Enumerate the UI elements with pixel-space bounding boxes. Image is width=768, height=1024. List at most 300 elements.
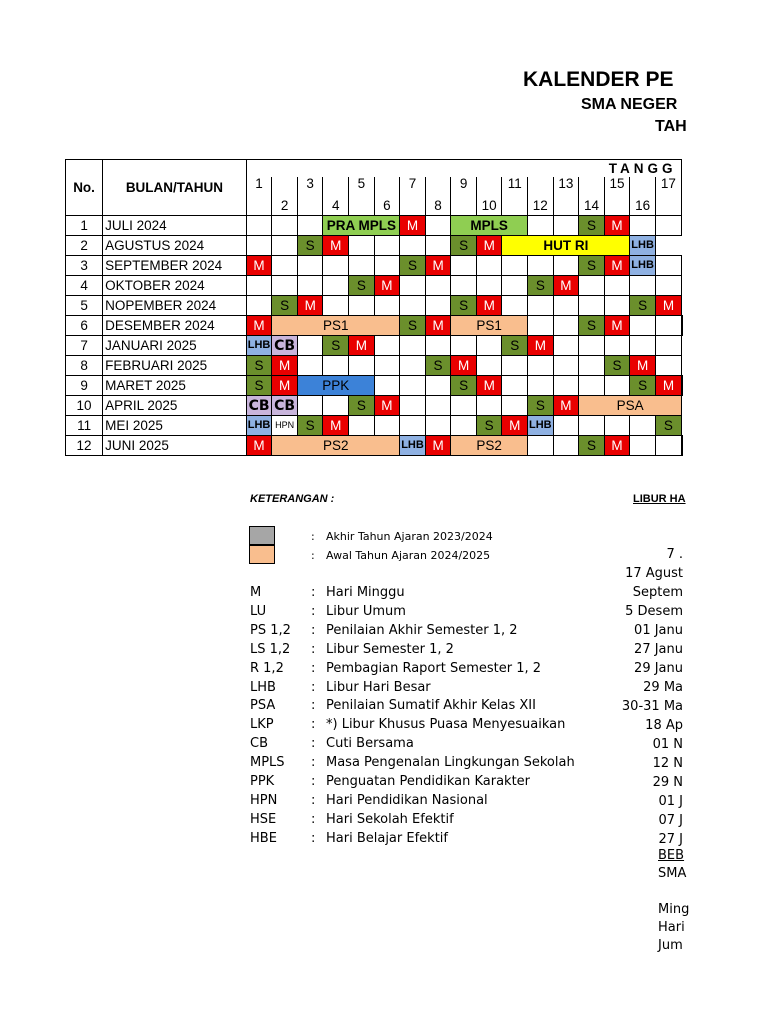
tanggal-header: TANGG [246,160,681,178]
row-number: 2 [66,236,103,256]
legend-colon: : [311,830,316,846]
day-cell [579,416,605,436]
day-cell-s: S [528,396,554,416]
legend-code: R 1,2 [250,660,284,676]
legend-code: LHB [250,679,276,695]
day-cell [476,396,502,416]
day-cell [246,216,272,236]
day-cell [297,336,323,356]
row-number: 12 [66,436,103,456]
day-cell [579,276,605,296]
day-cell-m: M [246,256,272,276]
day-cell [246,236,272,256]
day-cell-m: M [604,216,630,236]
legend-code: HBE [250,830,277,846]
day-cell-cb: CB [272,396,298,416]
legend-desc: Awal Tahun Ajaran 2024/2025 [326,549,491,562]
day-cell [323,356,349,376]
row-number: 8 [66,356,103,376]
day-number: 8 [425,196,451,216]
legend-code: PSA [250,698,276,714]
day-cell [451,276,477,296]
day-cell [349,416,375,436]
legend-desc: Libur Hari Besar [326,679,431,695]
day-cell-m: M [425,436,451,456]
holiday-date: 17 Agust [625,566,683,581]
day-number: 6 [374,196,400,216]
day-cell [553,216,579,236]
table-row [66,436,683,456]
holiday-date: 5 Desem [625,604,683,619]
day-cell [528,296,554,316]
day-cell [400,296,426,316]
day-cell-pra-mpls: PRA MPLS [323,216,400,236]
legend-desc: Hari Pendidikan Nasional [326,792,488,808]
day-cell [400,376,426,396]
table-row [66,376,683,396]
day-cell-hpn: HPN [272,416,298,436]
month-name: JULI 2024 [103,216,247,236]
row-number: 1 [66,216,103,236]
day-cell [630,336,656,356]
table-row [66,316,683,336]
day-cell [502,396,528,416]
day-cell [400,416,426,436]
day-number-spacer [272,177,298,196]
day-number: 13 [553,177,579,196]
day-cell-cb: CB [246,396,272,416]
legend-color-box [249,545,275,564]
day-number: 11 [502,177,528,196]
month-name: DESEMBER 2024 [103,316,247,336]
legend-colon: : [311,679,316,695]
day-cell-m: M [528,336,554,356]
day-number-spacer [579,177,605,196]
day-cell [528,316,554,336]
day-cell [323,396,349,416]
day-cell-s: S [272,296,298,316]
legend-colon: : [311,660,316,676]
day-number-spacer [502,196,528,216]
day-cell [553,436,579,456]
day-cell [630,416,656,436]
day-cell [425,236,451,256]
row-number: 3 [66,256,103,276]
row-number: 7 [66,336,103,356]
day-cell [682,316,683,336]
row-number: 11 [66,416,103,436]
day-number: 14 [579,196,605,216]
day-cell-ps2: PS2 [451,436,528,456]
day-cell-s: S [476,416,502,436]
day-cell-m: M [604,316,630,336]
day-number-spacer [323,177,349,196]
day-cell-lhb: LHB [246,336,272,356]
day-cell [272,256,298,276]
day-cell [630,316,656,336]
day-cell-m: M [323,236,349,256]
day-cell [349,356,375,376]
legend-colon: : [311,603,316,619]
day-cell [553,296,579,316]
day-cell [604,416,630,436]
day-cell-m: M [425,256,451,276]
day-cell [425,216,451,236]
holiday-date: 07 J [658,813,683,828]
holiday-note: SMA [658,866,687,881]
day-number: 15 [604,177,630,196]
day-cell-lhb: LHB [400,436,426,456]
legend-color-box [249,526,275,545]
legend-code: PPK [250,774,275,789]
day-cell-lhb: LHB [246,416,272,436]
legend-code: HSE [250,811,277,827]
table-row [66,216,683,236]
col-month-header: BULAN/TAHUN [103,160,247,216]
day-cell [630,216,656,236]
table-row [66,416,683,436]
day-cell [553,376,579,396]
legend-desc: Libur Umum [326,603,406,619]
day-cell-m: M [476,296,502,316]
calendar-table [65,159,683,456]
day-cell [655,356,681,376]
legend-colon: : [311,811,316,827]
day-number: 7 [400,177,426,196]
month-name: JUNI 2025 [103,436,247,456]
holiday-date: 01 J [658,794,683,809]
holiday-date: Septem [632,585,683,600]
legend-colon: : [311,755,316,771]
day-number: 3 [297,177,323,196]
day-number: 16 [630,196,656,216]
day-number-spacer [553,196,579,216]
legend-colon: : [311,774,316,789]
day-cell [374,376,400,396]
day-cell-s: S [400,256,426,276]
day-number-spacer [604,196,630,216]
day-cell [297,396,323,416]
legend-desc: Penguatan Pendidikan Karakter [326,774,531,789]
legend-code: M [250,585,262,600]
day-cell [374,256,400,276]
legend-desc: Penilaian Akhir Semester 1, 2 [326,622,518,638]
day-number-spacer [655,196,681,216]
row-number: 4 [66,276,103,296]
holiday-date: 01 N [652,737,683,752]
day-cell [604,336,630,356]
day-cell-m: M [374,276,400,296]
legend-desc: Cuti Bersama [326,736,414,752]
day-cell [476,256,502,276]
day-cell [553,416,579,436]
day-cell [272,276,298,296]
day-cell [476,336,502,356]
legend-desc: Hari Sekolah Efektif [326,811,454,827]
day-cell [502,356,528,376]
day-cell [400,356,426,376]
day-cell-s: S [400,316,426,336]
day-cell [502,296,528,316]
day-cell [425,276,451,296]
day-number: 1 [246,177,272,196]
day-cell-psa: PSA [579,396,682,416]
day-cell [400,396,426,416]
day-cell [297,216,323,236]
day-cell [476,356,502,376]
day-number-spacer [630,177,656,196]
legend-colon: : [311,698,316,714]
day-cell-m: M [655,296,681,316]
day-number: 17 [655,177,681,196]
holiday-date: 30-31 Ma [621,699,683,714]
day-cell [451,396,477,416]
day-cell-s: S [579,216,605,236]
day-cell-s: S [528,276,554,296]
day-cell-m: M [323,416,349,436]
legend-colon: : [311,530,315,543]
legend-code: CB [250,736,268,752]
day-cell [425,336,451,356]
day-cell-s: S [655,416,681,436]
holiday-note: Ming [658,902,690,917]
day-cell-m: M [604,256,630,276]
table-row [66,256,683,276]
month-name: SEPTEMBER 2024 [103,256,247,276]
day-cell-m: M [349,336,375,356]
day-cell [476,276,502,296]
day-cell-s: S [246,376,272,396]
day-cell [528,256,554,276]
day-number-spacer [246,196,272,216]
holiday-date: 29 Janu [634,661,683,676]
day-cell-lhb: LHB [630,256,656,276]
holiday-date: 18 Ap [645,718,683,733]
legend-code: PS 1,2 [250,622,291,638]
day-cell-m: M [553,396,579,416]
day-cell [502,256,528,276]
day-cell [528,436,554,456]
day-cell [528,356,554,376]
day-cell [528,376,554,396]
holiday-note: Jum [658,938,683,953]
day-cell-m: M [451,356,477,376]
day-number-spacer [476,177,502,196]
legend-desc: Akhir Tahun Ajaran 2023/2024 [326,530,493,543]
day-cell-m: M [272,356,298,376]
day-cell-m: M [476,236,502,256]
day-cell [553,256,579,276]
day-number: 10 [476,196,502,216]
month-name: APRIL 2025 [103,396,247,416]
day-cell-m: M [272,376,298,396]
day-cell-s: S [297,416,323,436]
legend-colon: : [311,792,316,808]
row-number: 6 [66,316,103,336]
day-cell [425,296,451,316]
day-number: 4 [323,196,349,216]
day-cell [374,296,400,316]
day-cell [553,356,579,376]
day-cell [323,296,349,316]
day-cell [349,256,375,276]
header-row [66,160,683,178]
day-number-spacer [297,196,323,216]
day-cell [400,336,426,356]
day-cell [374,416,400,436]
day-cell-m: M [246,436,272,456]
day-cell-lhb: LHB [528,416,554,436]
month-name: OKTOBER 2024 [103,276,247,296]
day-cell-cb: CB [272,336,298,356]
day-cell [246,296,272,316]
day-cell-m: M [297,296,323,316]
table-row [66,396,683,416]
day-cell-ps1: PS1 [451,316,528,336]
holiday-date: 7 . [666,547,683,562]
day-cell-s: S [579,436,605,456]
day-cell-m: M [630,356,656,376]
holiday-list-title: LIBUR HA [633,493,686,505]
legend-desc: Pembagian Raport Semester 1, 2 [326,660,542,676]
day-cell [655,336,681,356]
school-name: SMA NEGER [581,96,678,113]
day-cell-s: S [349,276,375,296]
day-cell [323,256,349,276]
day-cell-s: S [502,336,528,356]
legend-colon: : [311,622,316,638]
month-name: AGUSTUS 2024 [103,236,247,256]
legend-colon: : [311,736,316,752]
table-row [66,296,683,316]
day-cell [272,236,298,256]
day-cell [579,356,605,376]
legend-desc: Hari Minggu [326,585,405,600]
day-cell [451,416,477,436]
holiday-date: 27 Janu [634,642,683,657]
legend-colon: : [311,549,315,562]
day-cell [604,376,630,396]
day-cell [579,376,605,396]
row-number: 10 [66,396,103,416]
day-cell [604,296,630,316]
day-cell [682,436,683,456]
day-cell [425,376,451,396]
day-cell-s: S [451,236,477,256]
day-cell-m: M [502,416,528,436]
month-name: FEBRUARI 2025 [103,356,247,376]
page-title: KALENDER PE [523,68,674,91]
day-number-spacer [374,177,400,196]
month-name: NOPEMBER 2024 [103,296,247,316]
legend-code: LU [250,603,267,619]
day-cell-ppk: PPK [297,376,374,396]
legend-colon: : [311,641,316,657]
day-cell [272,216,298,236]
legend-code: LS 1,2 [250,641,291,657]
table-row [66,276,683,296]
table-row [66,356,683,376]
holiday-note: Hari [658,920,685,935]
day-cell-ps2: PS2 [272,436,400,456]
legend-desc: *) Libur Khusus Puasa Menyesuaikan [326,717,566,733]
day-cell-s: S [630,296,656,316]
day-cell-m: M [374,396,400,416]
day-cell [246,276,272,296]
legend-title: KETERANGAN : [250,493,335,505]
day-cell [502,276,528,296]
day-cell [655,316,681,336]
day-cell-s: S [451,376,477,396]
holiday-date: 12 N [652,756,683,771]
holiday-date: 29 N [652,775,683,790]
day-cell [323,276,349,296]
day-cell [655,256,681,276]
day-cell-s: S [630,376,656,396]
day-number-spacer [400,196,426,216]
day-cell-m: M [246,316,272,336]
holiday-date: 01 Janu [634,623,683,638]
day-cell-s: S [579,256,605,276]
legend-code: HPN [250,792,278,808]
day-cell [579,296,605,316]
day-cell-mpls: MPLS [451,216,528,236]
day-cell [400,236,426,256]
day-cell-s: S [349,396,375,416]
day-cell-s: S [579,316,605,336]
day-number-spacer [451,196,477,216]
day-cell [553,316,579,336]
day-cell-m: M [604,436,630,456]
day-cell [528,216,554,236]
day-cell [655,276,681,296]
day-cell [349,236,375,256]
day-cell-m: M [425,316,451,336]
legend-desc: Hari Belajar Efektif [326,830,448,846]
day-cell [425,396,451,416]
month-name: MEI 2025 [103,416,247,436]
day-cell-s: S [604,356,630,376]
day-cell-s: S [323,336,349,356]
row-number: 9 [66,376,103,396]
day-cell [400,276,426,296]
day-cell [553,336,579,356]
day-cell [297,276,323,296]
day-number: 2 [272,196,298,216]
table-row [66,336,683,356]
col-no-header: No. [66,160,103,216]
holiday-note: BEB [658,848,685,863]
day-cell-m: M [400,216,426,236]
day-cell [451,336,477,356]
day-cell-m: M [476,376,502,396]
day-cell [502,376,528,396]
day-cell-s: S [246,356,272,376]
legend-colon: : [311,717,316,733]
legend-desc: Masa Pengenalan Lingkungan Sekolah [326,755,575,771]
day-number: 5 [349,177,375,196]
legend-code: LKP [250,717,274,733]
day-cell [604,276,630,296]
legend-desc: Penilaian Sumatif Akhir Kelas XII [326,698,536,714]
legend-desc: Libur Semester 1, 2 [326,641,454,657]
day-number-spacer [349,196,375,216]
day-cell-s: S [425,356,451,376]
row-number: 5 [66,296,103,316]
academic-year-title: TAH [655,118,687,135]
legend-code: MPLS [250,755,285,771]
month-name: JANUARI 2025 [103,336,247,356]
